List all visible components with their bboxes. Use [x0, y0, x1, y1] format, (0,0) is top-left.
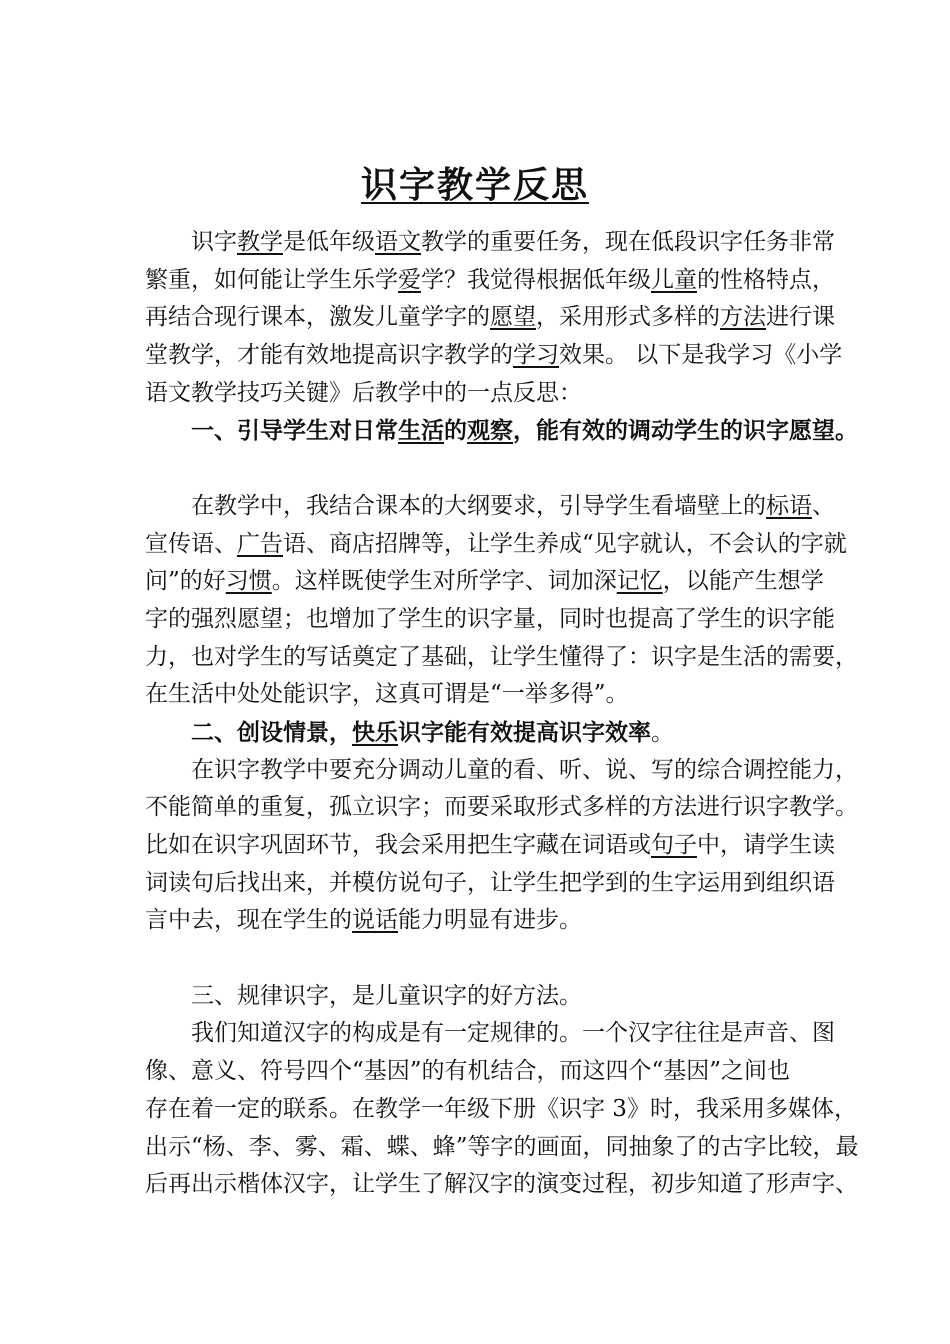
text: 进行课	[766, 304, 835, 331]
p2-line-5: 力，也对学生的写话奠定了基础，让学生懂得了：识字是生活的需要，	[145, 643, 858, 670]
p1-line-4	[145, 337, 843, 375]
blank-line	[145, 450, 825, 488]
text: 学？我觉得根据低年级	[421, 266, 651, 293]
p1-line-3	[145, 299, 835, 337]
underlined-text: 句子	[651, 832, 697, 858]
title-text: 识字教学反思	[360, 164, 589, 206]
text: 再结合现行课本，激发儿童学字的	[145, 304, 490, 331]
p2-line-6: 在生活中处处能识字，这真可谓是“一举多得”。	[145, 681, 629, 708]
document-body	[145, 224, 859, 1204]
text: 中，请学生读	[697, 832, 835, 858]
text: 一、引导学生对日常	[191, 417, 398, 445]
text: 的性格特点，	[697, 266, 835, 293]
text: ，能有效的调动学生的识字愿望。	[513, 417, 858, 445]
text: 是低年级	[283, 229, 375, 255]
p3-line-1: 在识字教学中要充分调动儿童的看、听、说、写的综合调控能力，	[191, 756, 858, 783]
text: 识字	[191, 229, 237, 255]
p1-line-1	[145, 224, 835, 262]
underlined-text: 广告	[237, 530, 283, 557]
document-title	[0, 160, 950, 210]
p4-line-4: 出示“杨、李、雾、霜、蝶、蜂”等字的画面，同抽象了的古字比较，最	[145, 1133, 859, 1160]
text: ，以能产生想学	[662, 568, 824, 595]
text: 、	[812, 492, 835, 519]
text: ，采用形式多样的	[536, 304, 720, 331]
underlined-text: 生活	[398, 417, 444, 445]
underlined-text: 儿童	[651, 266, 697, 293]
section-heading-2	[145, 714, 825, 752]
underlined-text: 观察	[467, 417, 513, 445]
underlined-text: 方法	[720, 304, 766, 331]
p3-line-4: 词读句后找出来，并模仿说句子，让学生把学到的生字运用到组织语	[145, 869, 835, 896]
text: 语、商店招牌等，让学生养成“见字就认，不会认的字就	[283, 530, 847, 557]
text: 问”的好	[145, 568, 226, 595]
text: 教学的重要任务，现在低段识字任务非常	[421, 229, 835, 255]
text: 二、创设情景，	[191, 718, 352, 746]
p4-line-2: 像、意义、符号四个“基因”的有机结合，而这四个“基因”之间也	[145, 1058, 791, 1085]
text: 。	[651, 719, 674, 746]
p1-line-2	[145, 262, 835, 300]
p2-line-1	[145, 488, 835, 526]
p3-line-2: 不能简单的重复，孤立识字；而要采取形式多样的方法进行识字教学。	[145, 794, 858, 821]
section-heading-1	[145, 412, 858, 450]
text: 堂教学，才能有效地提高识字教学的	[145, 342, 513, 369]
p2-line-4: 字的强烈愿望；也增加了学生的识字量，同时也提高了学生的识字能	[145, 605, 835, 632]
underlined-text: 语文	[375, 229, 421, 255]
text: 在教学中，我结合课本的大纲要求，引导学生看墙壁上的	[191, 492, 766, 519]
text: 的	[444, 417, 467, 445]
underlined-text: 记忆	[616, 568, 663, 595]
text: 。这样既使学生对所学字、词加深	[271, 568, 617, 595]
p2-line-2	[145, 526, 847, 564]
p3-line-5	[145, 902, 825, 940]
underlined-text: 标语	[766, 492, 812, 519]
text: 能力明显有进步。	[398, 907, 582, 934]
underlined-text: 愿望	[490, 304, 536, 331]
text: 宣传语、	[145, 530, 237, 557]
p4-line-1: 我们知道汉字的构成是有一定规律的。一个汉字往往是声音、图	[191, 1020, 835, 1047]
p2-line-3	[145, 563, 825, 601]
p4-line-5: 后再出示楷体汉字，让学生了解汉字的演变过程，初步知道了形声字、	[145, 1171, 858, 1198]
underlined-text: 学习	[513, 342, 559, 369]
underlined-text: 说话	[352, 907, 398, 934]
underlined-text: 快乐	[352, 718, 398, 746]
p4-line-3: 存在着一定的联系。在教学一年级下册《识字 3》时，我采用多媒体，	[145, 1095, 857, 1122]
p1-line-5: 语文教学技巧关键》后教学中的一点反思：	[145, 379, 582, 406]
text: 繁重，如何能让学生乐学	[145, 266, 398, 293]
section-heading-3: 三、规律识字，是儿童识字的好方法。	[191, 982, 582, 1009]
underlined-text: 爱	[398, 266, 421, 293]
underlined-text: 习惯	[225, 568, 272, 595]
text: 言中去，现在学生的	[145, 907, 352, 934]
text: 比如在识字巩固环节，我会采用把生字藏在词语或	[145, 832, 651, 858]
p3-line-3	[145, 827, 835, 865]
underlined-text: 教学	[237, 229, 283, 255]
text: 识字能有效提高识字效率	[398, 718, 651, 746]
blank-line	[145, 940, 825, 978]
text: 效果。 以下是我学习《小学	[559, 342, 843, 369]
